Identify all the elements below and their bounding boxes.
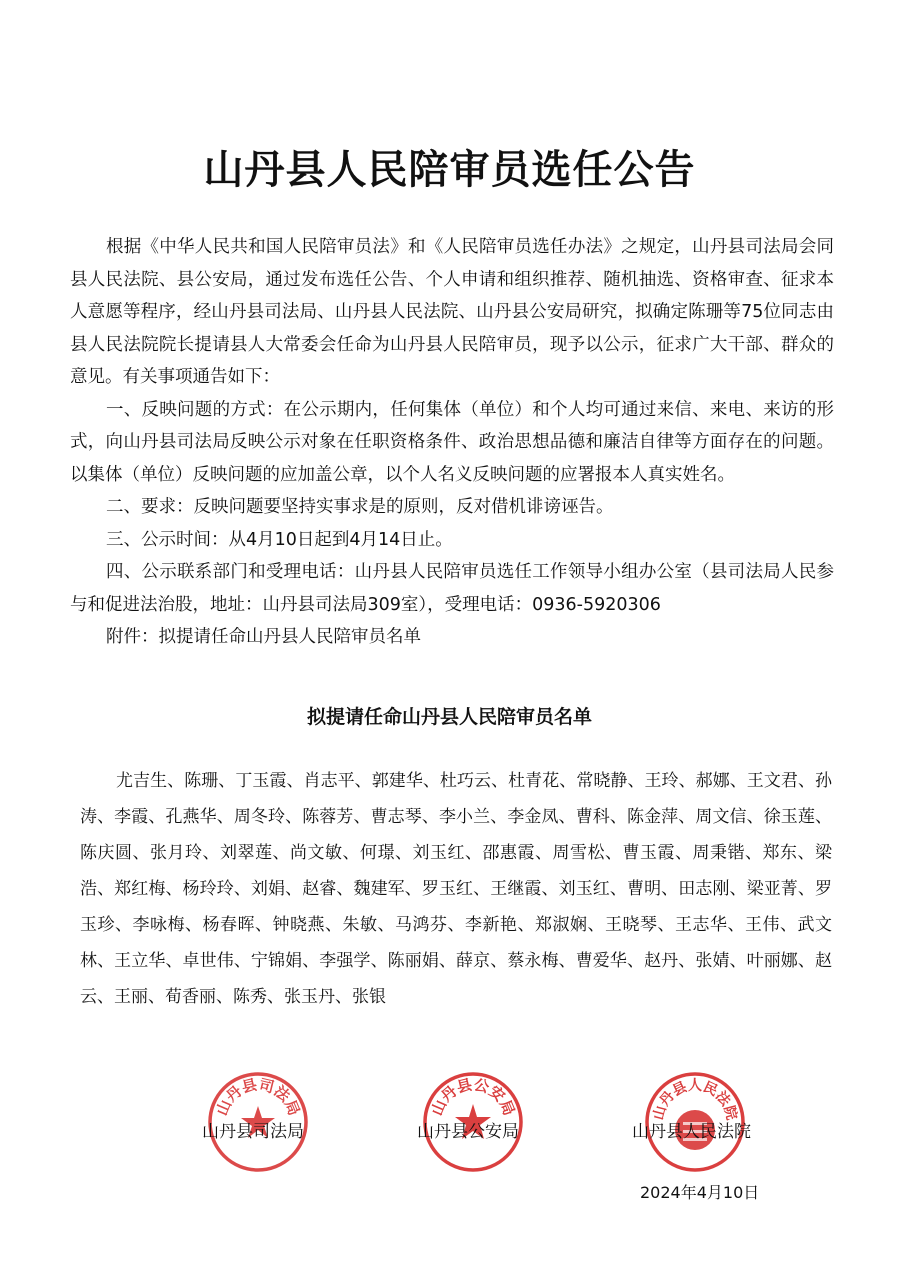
document-date: 2024年4月10日 [640, 1183, 760, 1202]
attachment-line: 附件：拟提请任命山丹县人民陪审员名单 [106, 627, 421, 647]
court-seal-text: 山丹县人民法院 [650, 1078, 740, 1122]
item-1-paragraph: 一、反映问题的方式：在公示期内，任何集体（单位）和个人均可通过来信、来电、来访的形式，向山丹县司法局反映公示对象在任职资格条件、政治思想品德和廉洁自律等方面存在的问题。以集体（单位）反映问题的应加盖公章，以个人名义反映问题的应署报本人真实姓名。 [70, 399, 834, 485]
police-seal-text: 山丹县公安局 [427, 1075, 519, 1119]
signer-court: 山丹县人民法院 [632, 1122, 751, 1142]
intro-paragraph: 根据《中华人民共和国人民陪审员法》和《人民陪审员选任办法》之规定，山丹县司法局会同县人民法院、县公安局，通过发布选任公告、个人申请和组织推荐、随机抽选、资格审查、征求本人意愿等程序，经山丹县司法局、山丹县人民法院、山丹县公安局研究，拟确定陈珊等75位同志由县人民法院院长提请县人大常委会任命为山丹县人民陪审员，现予以公示，征求广大干部、群众的意见。有关事项通告如下： [70, 237, 834, 387]
item-4-paragraph: 四、公示联系部门和受理电话：山丹县人民陪审员选任工作领导小组办公室（县司法局人民参与和促进法治股，地址：山丹县司法局309室），受理电话：0936-5920306 [70, 562, 834, 615]
juror-name-list: 尤吉生、陈珊、丁玉霞、肖志平、郭建华、杜巧云、杜青花、常晓静、王玲、郝娜、王文君、孙涛、李霞、孔燕华、周冬玲、陈蓉芳、曹志琴、李小兰、李金凤、曹科、陈金萍、周文信、徐玉莲、陈庆圆、张月玲、刘翠莲、尚文敏、何璟、刘玉红、邵惠霞、周雪松、曹玉霞、周秉锴、郑东、梁浩、郑红梅、杨玲玲、刘娟、赵睿、魏建军、罗玉红、王继霞、刘玉红、曹明、田志刚、梁亚菁、罗玉珍、李咏梅、杨春晖、钟晓燕、朱敏、马鸿芬、李新艳、郑淑娴、王晓琴、王志华、王伟、武文林、王立华、卓世伟、宁锦娟、李强学、陈丽娟、薛京、蔡永梅、曹爱华、赵丹、张婧、叶丽娜、赵云、王丽、荀香丽、陈秀、张玉丹、张银 [80, 771, 832, 1007]
item-2-paragraph: 二、要求：反映问题要坚持实事求是的原则，反对借机诽谤诬告。 [106, 497, 614, 517]
announcement-body [70, 231, 834, 654]
signer-police-bureau: 山丹县公安局 [417, 1122, 519, 1142]
signer-justice-bureau: 山丹县司法局 [202, 1122, 304, 1142]
list-title: 拟提请任命山丹县人民陪审员名单 [306, 706, 592, 728]
document-title: 山丹县人民陪审员选任公告 [203, 146, 696, 193]
item-3-paragraph: 三、公示时间：从4月10日起到4月14日止。 [106, 529, 453, 550]
justice-seal-text: 山丹县司法局 [212, 1075, 304, 1119]
